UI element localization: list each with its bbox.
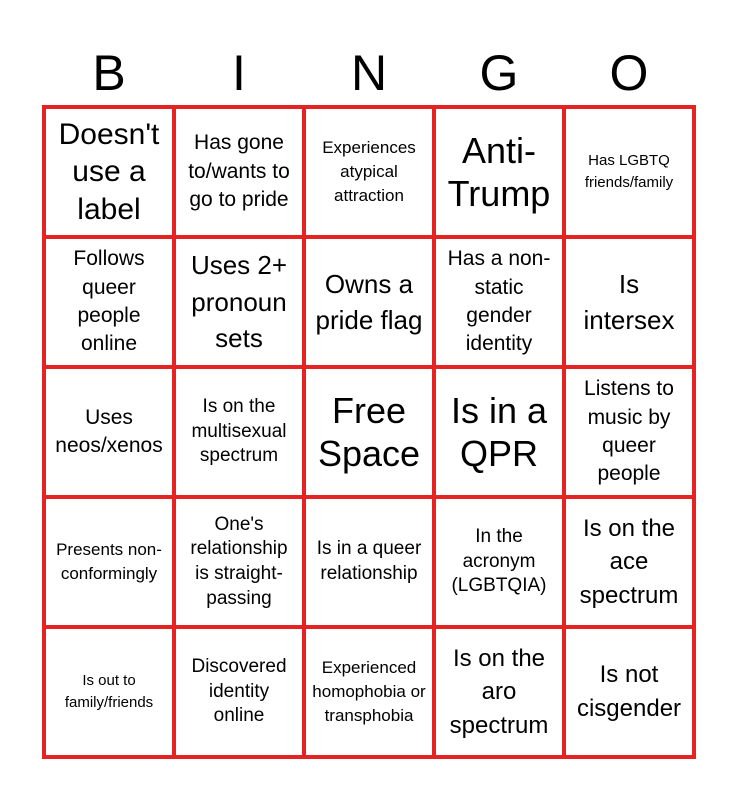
bingo-cell[interactable] (174, 237, 304, 367)
bingo-cell[interactable] (304, 627, 434, 757)
bingo-cell[interactable] (304, 237, 434, 367)
free-space-text: Free Space (317, 389, 421, 474)
cell-text: Uses 2+ pronoun sets (190, 250, 288, 354)
bingo-cell[interactable] (44, 497, 174, 627)
header-letter-o: O (609, 45, 649, 101)
cell-text: Doesn't use a label (58, 117, 160, 226)
bingo-cell[interactable] (434, 627, 564, 757)
header-letter-b: B (92, 45, 126, 101)
bingo-cell[interactable] (44, 237, 174, 367)
bingo-cell[interactable] (564, 237, 694, 367)
bingo-cell[interactable] (174, 497, 304, 627)
cell-text: Experiences atypical attraction (322, 138, 416, 205)
free-space-cell[interactable] (304, 367, 434, 497)
bingo-cell[interactable] (434, 237, 564, 367)
cell-text: Experienced homophobia or transphobia (312, 658, 426, 725)
bingo-cell[interactable] (44, 627, 174, 757)
bingo-cell[interactable] (434, 107, 564, 237)
cell-text: Presents non-conformingly (56, 540, 162, 583)
cell-text: Is in a queer relationship (316, 538, 422, 584)
bingo-cell[interactable] (44, 107, 174, 237)
bingo-cell[interactable] (304, 107, 434, 237)
cell-text: Is intersex (583, 268, 675, 335)
cell-text: One's relationship is straight-passing (190, 513, 288, 609)
cell-text: Owns a pride flag (315, 268, 423, 335)
bingo-header (44, 40, 694, 106)
bingo-cell[interactable] (44, 367, 174, 497)
cell-text: Has LGBTQ friends/family (584, 151, 674, 191)
cell-text: Is not cisgender (576, 661, 682, 722)
cell-text: Is on the multisexual spectrum (191, 395, 287, 467)
cell-text: Follows queer people online (73, 247, 145, 356)
bingo-cell[interactable] (174, 107, 304, 237)
bingo-cell[interactable] (564, 497, 694, 627)
cell-text: Has a non-static gender identity (447, 247, 551, 356)
bingo-cell[interactable] (564, 627, 694, 757)
bingo-cell[interactable] (564, 367, 694, 497)
cell-text: Anti-Trump (447, 129, 551, 214)
cell-text: Is in a QPR (450, 389, 548, 474)
bingo-board (42, 105, 696, 759)
bingo-cell[interactable] (174, 367, 304, 497)
cell-text: Is out to family/friends (64, 671, 154, 711)
cell-text: Uses neos/xenos (55, 405, 163, 457)
cell-text: Has gone to/wants to go to pride (188, 131, 290, 212)
bingo-cell[interactable] (434, 497, 564, 627)
bingo-cell[interactable] (564, 107, 694, 237)
cell-text: Discovered identity online (191, 655, 287, 727)
cell-text: Is on the ace spectrum (579, 514, 679, 609)
header-letter-g: G (479, 45, 519, 101)
bingo-cell[interactable] (304, 497, 434, 627)
cell-text: In the acronym (LGBTQIA) (451, 525, 547, 597)
bingo-cell[interactable] (174, 627, 304, 757)
header-letter-i: I (232, 45, 246, 101)
bingo-cell[interactable] (434, 367, 564, 497)
header-letter-n: N (350, 45, 388, 101)
cell-text: Listens to music by queer people (584, 377, 674, 486)
cell-text: Is on the aro spectrum (449, 644, 549, 739)
